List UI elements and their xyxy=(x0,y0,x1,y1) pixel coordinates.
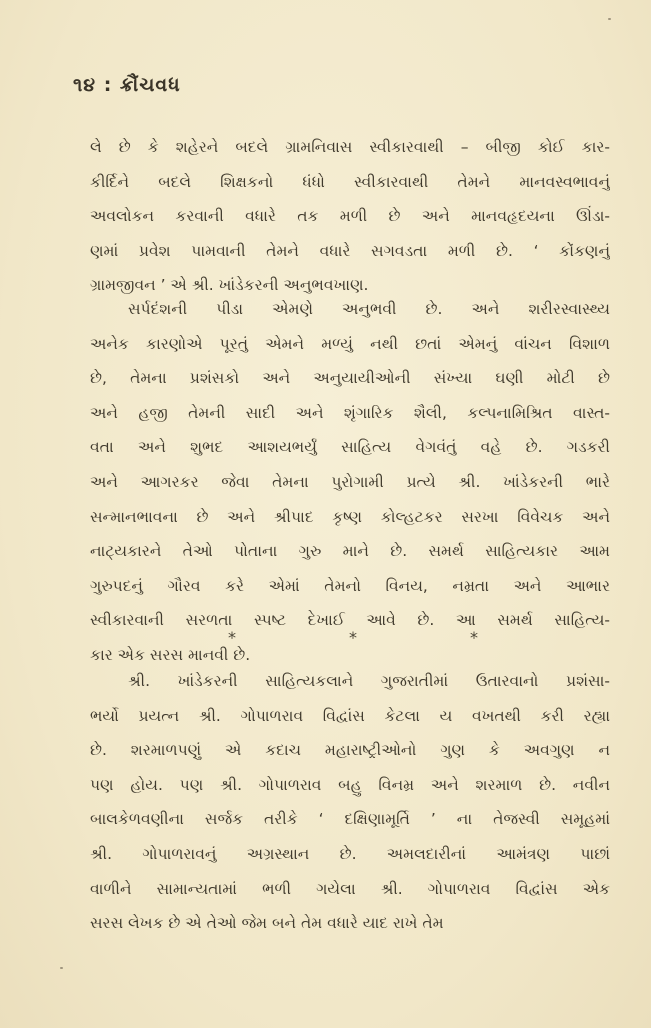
separator-star: * xyxy=(228,628,236,647)
text-line: છે. શરમાળપણું એ કદાચ મહારાષ્ટ્રીઓનો ગુણ કે અવગુણ ન xyxy=(90,741,610,760)
text-line: નાટ્યકારને તેઓ પોતાના ગુરુ માને છે. સમર્થ સાહિત્યકાર આમ xyxy=(90,542,610,561)
separator-star: * xyxy=(470,628,478,647)
paper-speck xyxy=(608,18,611,20)
text-line: શ્રી. ગોપાળરાવનું અગ્રસ્થાન છે. અમલદારીનાં આમંત્રણ પાછાં xyxy=(90,844,610,863)
paragraph-2 xyxy=(90,292,610,673)
text-line: બાલકેળવણીના સર્જક તરીકે ‘ દક્ષિણામૂર્તિ ’ ના તેજસ્વી સમૂહમાં xyxy=(90,810,610,829)
text-line: સ્વીકારવાની સરળતા સ્પષ્ટ દેખાઈ આવે છે. આ સમર્થ સાહિત્ય- xyxy=(90,611,610,630)
text-line: કાર એક સરસ માનવી છે. xyxy=(90,645,251,664)
section-separator xyxy=(228,628,478,647)
text-line: અને આગરકર જેવા તેમના પુરોગામી પ્રત્યે શ્રી. ખાંડેકરની ભારે xyxy=(90,472,610,491)
paragraph-1 xyxy=(90,130,610,303)
text-line: અનેક કારણોએ પૂરતું એમને મળ્યું નથી છતાં એમનું વાંચન વિશાળ xyxy=(90,334,610,353)
text-line: વાળીને સામાન્યતામાં ભળી ગયેલા શ્રી. ગોપાળરાવ વિદ્વાંસ એક xyxy=(90,879,610,898)
running-head: ૧૪ : ક્રૌંચવધ xyxy=(73,74,181,96)
text-line: અવલોકન કરવાની વધારે તક મળી છે અને માનવહૃદયના ઊંડા- xyxy=(90,207,610,226)
text-line: કીર્દિને બદલે શિક્ષકનો ધંધો સ્વીકારવાથી તેમને માનવસ્વભાવનું xyxy=(90,172,610,191)
text-line: વતા અને શુભદ આશયભર્યું સાહિત્ય વેગવંતું વહે છે. ગડકરી xyxy=(90,438,610,457)
text-line: અને હજી તેમની સાદી અને શૃંગારિક શૈલી, કલ્પનામિશ્રિત વાસ્ત- xyxy=(90,403,610,422)
text-line: છે, તેમના પ્રશંસકો અને અનુયાયીઓની સંખ્યા ઘણી મોટી છે xyxy=(90,369,610,388)
text-line: લે છે કે શહેરને બદલે ગ્રામનિવાસ સ્વીકારવાથી – બીજી કોઈ કાર- xyxy=(90,138,610,156)
text-line: સર્પદંશની પીડા એમણે અનુભવી છે. અને શરીરસ્વાસ્થ્ય xyxy=(128,300,610,318)
paragraph-3 xyxy=(90,664,610,941)
text-line: શ્રી. ખાંડેકરની સાહિત્યકલાને ગુજરાતીમાં ઉતારવાનો પ્રશંસા- xyxy=(128,672,610,690)
separator-star: * xyxy=(349,628,357,647)
paper-speck xyxy=(60,967,63,969)
text-line: સરસ લેખક છે એ તેઓ જેમ બને તેમ વધારે યાદ રાખે તેમ xyxy=(90,914,444,933)
text-line: સન્માનભાવના છે અને શ્રીપાદ કૃષ્ણ કોલ્હટકર સરખા વિવેચક અને xyxy=(90,507,610,526)
text-line: ગ્રામજીવન ’ એ શ્રી. ખાંડેકરની અનુભવખાણ. xyxy=(90,276,369,295)
text-line: ભર્યો પ્રયત્ન શ્રી. ગોપાળરાવ વિદ્વાંસ કેટલા ય વખતથી કરી રહ્યા xyxy=(90,706,610,725)
text-line: ણમાં પ્રવેશ પામવાની તેમને વધારે સગવડતા મળી છે. ‘ કોંકણનું xyxy=(90,241,610,260)
text-line: પણ હોય. પણ શ્રી. ગોપાળરાવ બહુ વિનમ્ર અને શરમાળ છે. નવીન xyxy=(90,775,610,794)
text-line: ગુરુપદનું ગૌરવ કરે એમાં તેમનો વિનય, નમ્રતા અને આભાર xyxy=(90,576,610,595)
